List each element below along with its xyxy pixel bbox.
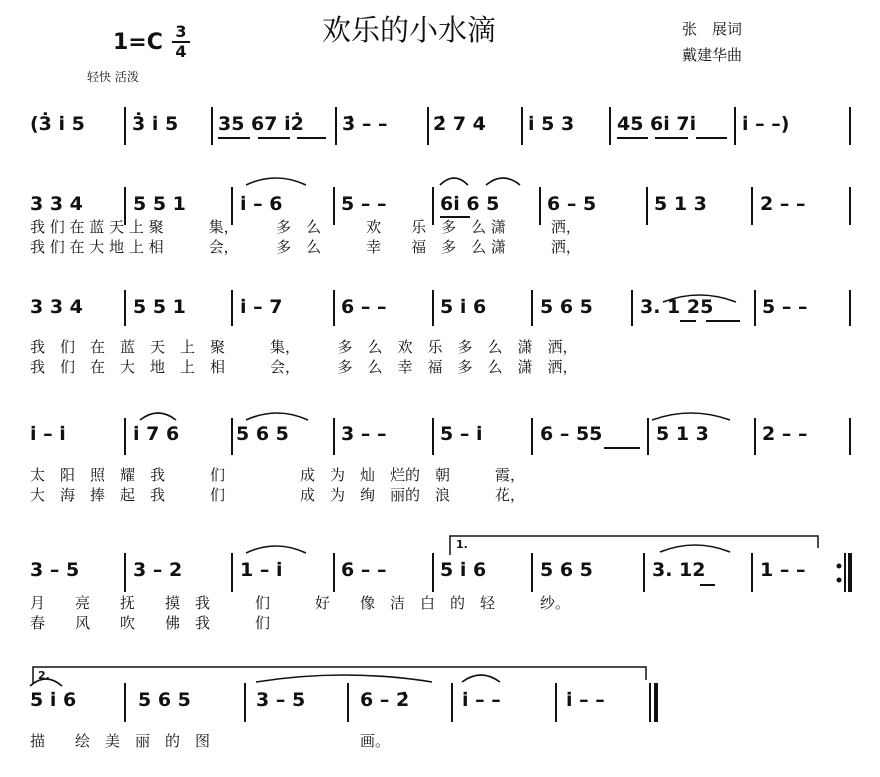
slur (486, 178, 520, 185)
slur (660, 545, 730, 552)
lyric-line: 我 们 在 大 地 上 相 会， 多 么 幸 福 多 么 潇 洒， (30, 358, 578, 376)
note-group: i̇ – 6 (240, 193, 283, 215)
repeat-dot (837, 578, 842, 583)
note-group: 6 – 2̇ (360, 689, 410, 711)
note-group: 3 – 5 (30, 559, 80, 581)
note-group: 3 3 4 (30, 193, 83, 215)
note-group: 5 i̇ 6 (30, 689, 77, 711)
lyric-line: 描 绘 美 丽 的 图 画。 (30, 732, 391, 750)
note-group: 2 – – (762, 423, 808, 445)
time-sig-top: 3 (175, 22, 187, 41)
note-group: 45 6i̇ 7i̇ (617, 113, 697, 135)
note-group: 3. 1 25 (640, 296, 714, 318)
note-group: i̇ 7 6 (133, 423, 180, 445)
note-group: 5 – – (762, 296, 808, 318)
slur (652, 413, 730, 420)
slur (256, 675, 432, 682)
note-group: 2̇ 7 4 (433, 113, 486, 135)
title: 欢乐的小水滴 (322, 13, 497, 47)
note-group: 6 – – (341, 559, 387, 581)
time-sig-bottom: 4 (175, 42, 187, 61)
note-group: i̇ – – (566, 689, 605, 711)
note-group: 5 i̇ 6 (440, 559, 487, 581)
note-group: 6 – 5 (547, 193, 597, 215)
note-group: 5 6 5 (138, 689, 191, 711)
note-group: 3̇ i̇ 5 (132, 113, 179, 135)
note-group: 3̇ – – (342, 113, 388, 135)
note-group: 5 6 5 (236, 423, 289, 445)
note-group: 5 – i̇ (440, 423, 483, 445)
slur (246, 413, 308, 420)
note-group: i̇ – – (462, 689, 501, 711)
volta-bracket (450, 536, 818, 555)
note-group: 3 3 4 (30, 296, 83, 318)
note-group: 5 – – (341, 193, 387, 215)
note-group: 5 5 1 (133, 193, 186, 215)
lyric-line: 大 海 捧 起 我 们 成 为 绚 丽的 浪 花， (30, 486, 526, 504)
note-group: 3. 12 (652, 559, 706, 581)
lyricist-credit: 张 展词 (682, 20, 743, 38)
repeat-dot (837, 564, 842, 569)
note-group: 5 6 5 (540, 296, 593, 318)
note-group: 3 – 5 (256, 689, 306, 711)
tempo-marking: 轻快 活泼 (87, 70, 139, 84)
note-group: 5 1 3 (654, 193, 707, 215)
volta-label: 2. (38, 669, 50, 682)
note-group: 1 – i̇ (240, 559, 283, 581)
note-group: 5 1 3 (656, 423, 709, 445)
note-group: 6 – – (341, 296, 387, 318)
note-group: i̇ – –) (742, 113, 790, 135)
note-group: 3 – – (341, 423, 387, 445)
note-group: 5 5 1 (133, 296, 186, 318)
slur (440, 178, 468, 185)
note-group: 2 – – (760, 193, 806, 215)
note-group: 5 i̇ 6 (440, 296, 487, 318)
note-group: 5 6 5 (540, 559, 593, 581)
note-group: 3 – 2 (133, 559, 183, 581)
slur (140, 413, 176, 420)
lyric-line: 春 风 吹 佛 我 们 (30, 614, 271, 632)
note-group: i̇ – 7 (240, 296, 283, 318)
slur (246, 178, 306, 185)
note-group: 6i̇ 6 5 (440, 193, 500, 215)
note-group: 6 – 55 (540, 423, 603, 445)
note-group: (3̇ i̇ 5 (30, 113, 85, 135)
lyric-line: 我 们 在 蓝 天 上 聚 集， 多 么 欢 乐 多 么 潇 洒， (30, 218, 581, 236)
note-group: i̇ – i̇ (30, 423, 66, 445)
volta-label: 1. (456, 538, 468, 551)
lyric-line: 我 们 在 蓝 天 上 聚 集， 多 么 欢 乐 多 么 潇 洒， (30, 338, 578, 356)
lyric-line: 太 阳 照 耀 我 们 成 为 灿 烂的 朝 霞， (30, 466, 526, 484)
note-group: 35 67 i̇2̇ (218, 113, 304, 135)
composer-credit: 戴建华曲 (682, 46, 743, 64)
note-group: i̇ 5 3 (528, 113, 575, 135)
lyric-line: 月 亮 抚 摸 我 们 好 像 洁 白 的 轻 纱。 (30, 594, 571, 612)
slur (462, 675, 500, 682)
slur (246, 546, 306, 553)
note-group: 1 – – (760, 559, 806, 581)
key-label: 1=C (113, 30, 163, 55)
lyric-line: 我 们 在 大 地 上 相 会， 多 么 幸 福 多 么 潇 洒， (30, 238, 581, 256)
